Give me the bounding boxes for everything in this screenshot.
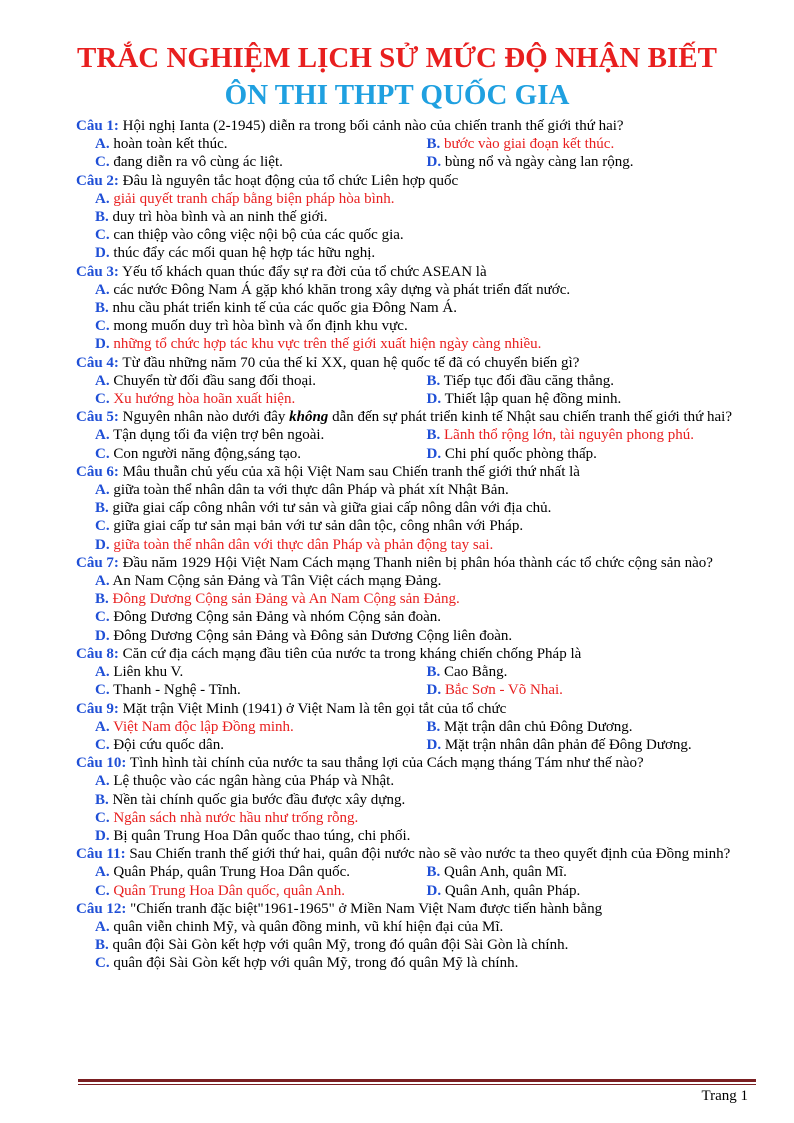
question-text: Căn cứ địa cách mạng đầu tiên của nước ta trong kháng chiến chống Pháp là xyxy=(122,645,582,662)
question-stem xyxy=(76,463,758,481)
option-b xyxy=(427,372,759,390)
option-d xyxy=(95,244,758,262)
option-text: thúc đẩy các mối quan hệ hợp tác hữu nghị. xyxy=(113,245,376,262)
option-letter: D. xyxy=(95,627,110,644)
question-block xyxy=(76,117,758,172)
option-text: Đội cứu quốc dân. xyxy=(113,736,224,753)
option-c xyxy=(95,681,427,699)
option-text: Con người năng động,sáng tạo. xyxy=(113,445,302,462)
question-stem xyxy=(76,754,758,772)
correct-option-text: Quân Trung Hoa Dân quốc, quân Anh. xyxy=(113,882,345,899)
option-letter: D. xyxy=(95,336,110,353)
option-a xyxy=(95,281,758,299)
option-letter: A. xyxy=(95,773,110,790)
option-letter: B. xyxy=(95,209,109,226)
option-letter: C. xyxy=(95,955,110,972)
question-block xyxy=(76,263,758,354)
question-emphasis: không xyxy=(289,409,329,426)
question-label: Câu 11: xyxy=(76,846,126,863)
question-label: Câu 10: xyxy=(76,755,127,772)
question-stem xyxy=(76,900,758,918)
question-text: Đâu là nguyên tắc hoạt động của tổ chức Liên hợp quốc xyxy=(122,172,459,189)
option-text: giữa giai cấp công nhân với tư sản và giữa giai cấp nông dân với địa chủ. xyxy=(112,500,552,517)
footer-rule-thin xyxy=(78,1084,756,1085)
option-text: can thiệp vào công việc nội bộ của các quốc gia. xyxy=(113,227,404,244)
option-letter: D. xyxy=(95,536,110,553)
correct-option-text: những tổ chức hợp tác khu vực trên thế giới xuất hiện ngày càng nhiều. xyxy=(113,336,542,353)
question-label: Câu 4: xyxy=(76,354,119,371)
option-text: Tiếp tục đối đầu căng thẳng. xyxy=(443,372,615,389)
option-letter: D. xyxy=(426,154,442,171)
question-stem xyxy=(76,354,758,372)
page-title: TRẮC NGHIỆM LỊCH SỬ MỨC ĐỘ NHẬN BIẾT xyxy=(77,42,717,74)
question-stem xyxy=(76,408,758,426)
option-text: Tận dụng tối đa viện trợ bên ngoài. xyxy=(113,427,325,444)
option-text: quân viễn chinh Mỹ, và quân đồng minh, vũ khí hiện đại của Mĩ. xyxy=(113,918,504,935)
option-text: giữa giai cấp tư sản mại bản với tư sản dân tộc, công nhân với Pháp. xyxy=(113,518,524,535)
option-letter: B. xyxy=(95,500,109,517)
option-c xyxy=(95,226,758,244)
option-a xyxy=(95,863,427,881)
option-letter: A. xyxy=(95,664,110,681)
option-letter: B. xyxy=(426,136,441,153)
option-b xyxy=(427,426,759,444)
option-text: Mặt trận nhân dân phản đế Đông Dương. xyxy=(444,736,692,753)
question-text: Đầu năm 1929 Hội Việt Nam Cách mạng Thanh niên bị phân hóa thành các tổ chức cộng sản nào? xyxy=(122,554,713,571)
option-c xyxy=(95,736,427,754)
option-letter: D. xyxy=(426,445,442,462)
option-text: hoàn toàn kết thúc. xyxy=(113,136,228,153)
option-text: bùng nổ và ngày càng lan rộng. xyxy=(444,154,634,171)
option-letter: D. xyxy=(95,245,110,262)
option-letter: B. xyxy=(426,864,441,881)
question-block xyxy=(76,463,758,554)
question-label: Câu 12: xyxy=(76,900,127,917)
option-c xyxy=(95,882,427,900)
option-a xyxy=(95,135,427,153)
option-text: Nền tài chính quốc gia bước đầu được xây dựng. xyxy=(112,791,406,808)
correct-option-text: Ngân sách nhà nước hầu như trống rỗng. xyxy=(113,809,359,826)
question-text: Hội nghị Ianta (2-1945) diễn ra trong bối cảnh nào của chiến tranh thế giới thứ hai? xyxy=(122,118,624,134)
question-label: Câu 2: xyxy=(76,172,119,189)
option-text: Mặt trận dân chủ Đông Dương. xyxy=(444,718,633,735)
option-letter: D. xyxy=(95,827,110,844)
option-letter: D. xyxy=(426,682,442,699)
correct-option-text: giải quyết tranh chấp bằng biện pháp hòa bình. xyxy=(113,190,395,207)
question-stem xyxy=(76,263,758,281)
option-text: duy trì hòa bình và an ninh thế giới. xyxy=(112,209,328,226)
correct-option-text: Xu hướng hòa hoãn xuất hiện. xyxy=(113,391,296,408)
option-letter: A. xyxy=(95,190,110,207)
question-label: Câu 8: xyxy=(76,645,119,662)
question-text-after: dẫn đến sự phát triển kinh tế Nhật sau chiến tranh thế giới thứ hai? xyxy=(328,409,732,426)
option-text: quân đội Sài Gòn kết hợp với quân Mỹ, trong đó quân Mỹ là chính. xyxy=(113,955,519,972)
question-stem xyxy=(76,645,758,663)
option-b xyxy=(427,718,759,736)
option-a xyxy=(95,663,427,681)
question-block xyxy=(76,645,758,700)
option-text: Liên khu V. xyxy=(113,664,184,681)
option-letter: A. xyxy=(95,482,110,499)
option-d xyxy=(427,882,759,900)
option-letter: B. xyxy=(426,664,441,681)
option-a xyxy=(95,772,758,790)
option-a xyxy=(95,372,427,390)
option-letter: B. xyxy=(95,791,109,808)
option-c xyxy=(95,809,758,827)
option-b xyxy=(427,135,759,153)
option-letter: D. xyxy=(426,736,442,753)
option-letter: A. xyxy=(95,573,110,590)
option-text: Đông Dương Cộng sản Đảng và Đông sản Dương Cộng liên đoàn. xyxy=(113,627,513,644)
question-block xyxy=(76,354,758,409)
option-letter: A. xyxy=(95,918,110,935)
option-text: quân đội Sài Gòn kết hợp với quân Mỹ, trong đó quân đội Sài Gòn là chính. xyxy=(112,937,569,954)
option-c xyxy=(95,445,427,463)
question-stem xyxy=(76,117,758,135)
option-text: Chi phí quốc phòng thấp. xyxy=(444,445,597,462)
option-letter: C. xyxy=(95,318,110,335)
option-letter: C. xyxy=(95,518,110,535)
option-d xyxy=(427,736,759,754)
correct-option-text: Lãnh thổ rộng lớn, tài nguyên phong phú. xyxy=(444,427,694,444)
option-b xyxy=(427,663,759,681)
question-label: Câu 7: xyxy=(76,554,119,571)
option-d xyxy=(427,390,759,408)
option-letter: B. xyxy=(95,937,109,954)
option-c xyxy=(95,390,427,408)
question-text: Mâu thuẫn chủ yếu của xã hội Việt Nam sau Chiến tranh thế giới thứ nhất là xyxy=(122,463,580,480)
page-subtitle: ÔN THI THPT QUỐC GIA xyxy=(224,79,570,111)
question-stem xyxy=(76,700,758,718)
option-letter: C. xyxy=(95,154,110,171)
option-b xyxy=(95,208,758,226)
page-number: Trang 1 xyxy=(701,1088,748,1104)
option-letter: A. xyxy=(95,427,110,444)
option-text: giữa toàn thể nhân dân ta với thực dân Pháp và phát xít Nhật Bản. xyxy=(113,482,509,499)
option-text: Quân Anh, quân Mĩ. xyxy=(444,864,567,881)
option-letter: B. xyxy=(95,591,109,608)
option-letter: C. xyxy=(95,609,110,626)
option-letter: C. xyxy=(95,227,110,244)
option-letter: B. xyxy=(95,300,109,317)
question-text: Sau Chiến tranh thế giới thứ hai, quân đội nước nào sẽ vào nước ta theo quyết định của Đồng minh? xyxy=(129,846,731,863)
option-b xyxy=(95,499,758,517)
option-a xyxy=(95,481,758,499)
option-b xyxy=(427,863,759,881)
option-letter: A. xyxy=(95,864,110,881)
option-d xyxy=(95,536,758,554)
option-b xyxy=(95,590,758,608)
option-text: Đông Dương Cộng sản Đảng và nhóm Cộng sản đoàn. xyxy=(113,609,442,626)
question-stem xyxy=(76,172,758,190)
question-label: Câu 5: xyxy=(76,409,119,426)
option-text: Cao Bằng. xyxy=(444,664,508,681)
option-text: Quân Anh, quân Pháp. xyxy=(444,882,581,899)
option-text: Bị quân Trung Hoa Dân quốc thao túng, chi phối. xyxy=(113,827,411,844)
option-letter: D. xyxy=(426,882,442,899)
option-d xyxy=(427,153,759,171)
option-c xyxy=(95,608,758,626)
option-text: An Nam Cộng sản Đảng và Tân Việt cách mạng Đảng. xyxy=(112,573,442,590)
question-block xyxy=(76,172,758,263)
option-letter: B. xyxy=(426,372,441,389)
option-letter: A. xyxy=(95,136,110,153)
correct-option-text: giữa toàn thể nhân dân với thực dân Pháp và phản động tay sai. xyxy=(113,536,494,553)
option-d xyxy=(427,445,759,463)
option-letter: A. xyxy=(95,281,110,298)
question-text: Mặt trận Việt Minh (1941) ở Việt Nam là tên gọi tắt của tổ chức xyxy=(122,700,507,717)
option-text: Lệ thuộc vào các ngân hàng của Pháp và Nhật. xyxy=(113,773,395,790)
option-text: mong muốn duy trì hòa bình và ổn định khu vực. xyxy=(113,318,408,335)
option-d xyxy=(95,335,758,353)
option-c xyxy=(95,317,758,335)
correct-option-text: Bắc Sơn - Võ Nhai. xyxy=(444,682,563,699)
option-a xyxy=(95,918,758,936)
option-a xyxy=(95,426,427,444)
question-list xyxy=(76,117,758,973)
option-text: các nước Đông Nam Á gặp khó khăn trong xây dựng và phát triển đất nước. xyxy=(113,281,571,298)
option-b xyxy=(95,936,758,954)
option-text: Chuyển từ đối đầu sang đối thoại. xyxy=(113,372,317,389)
option-letter: A. xyxy=(95,718,110,735)
question-block xyxy=(76,845,758,900)
option-letter: C. xyxy=(95,682,110,699)
question-block xyxy=(76,700,758,755)
option-letter: C. xyxy=(95,736,110,753)
question-block xyxy=(76,554,758,645)
option-text: đang diễn ra vô cùng ác liệt. xyxy=(113,154,283,171)
option-letter: C. xyxy=(95,391,110,408)
option-c xyxy=(95,153,427,171)
option-letter: A. xyxy=(95,372,110,389)
question-text: Từ đầu những năm 70 của thế kỉ XX, quan hệ quốc tế đã có chuyển biến gì? xyxy=(122,354,580,371)
question-stem xyxy=(76,845,758,863)
correct-option-text: bước vào giai đoạn kết thúc. xyxy=(444,136,615,153)
option-c xyxy=(95,517,758,535)
option-letter: D. xyxy=(426,391,442,408)
option-letter: C. xyxy=(95,445,110,462)
option-letter: C. xyxy=(95,809,110,826)
correct-option-text: Đông Dương Cộng sản Đảng và An Nam Cộng sản Đảng. xyxy=(112,591,460,608)
option-c xyxy=(95,954,758,972)
option-a xyxy=(95,572,758,590)
option-a xyxy=(95,718,427,736)
question-text: Yếu tố khách quan thúc đẩy sự ra đời của tổ chức ASEAN là xyxy=(122,263,487,280)
question-block xyxy=(76,754,758,845)
question-label: Câu 9: xyxy=(76,700,119,717)
correct-option-text: Việt Nam độc lập Đồng minh. xyxy=(113,718,294,735)
question-label: Câu 1: xyxy=(76,118,119,134)
option-d xyxy=(95,827,758,845)
question-text-before: Nguyên nhân nào dưới đây xyxy=(122,409,290,426)
option-text: Quân Pháp, quân Trung Hoa Dân quốc. xyxy=(113,864,350,881)
question-block xyxy=(76,900,758,973)
option-text: Thanh - Nghệ - Tĩnh. xyxy=(113,682,241,699)
question-label: Câu 6: xyxy=(76,463,119,480)
option-text: Thiết lập quan hệ đồng minh. xyxy=(444,391,622,408)
question-label: Câu 3: xyxy=(76,263,119,280)
option-d xyxy=(95,627,758,645)
option-letter: B. xyxy=(426,427,441,444)
question-stem xyxy=(76,554,758,572)
question-block xyxy=(76,408,758,463)
footer-rule xyxy=(78,1079,756,1082)
question-text: Tình hình tài chính của nước ta sau thắng lợi của Cách mạng tháng Tám như thế nào? xyxy=(129,755,644,772)
question-text: "Chiến tranh đặc biệt"1961-1965" ở Miền Nam Việt Nam được tiến hành bằng xyxy=(130,900,603,917)
option-letter: B. xyxy=(426,718,441,735)
option-b xyxy=(95,299,758,317)
option-b xyxy=(95,791,758,809)
option-a xyxy=(95,190,758,208)
option-d xyxy=(427,681,759,699)
option-text: nhu cầu phát triển kinh tế của các quốc gia Đông Nam Á. xyxy=(112,300,457,317)
option-letter: C. xyxy=(95,882,110,899)
